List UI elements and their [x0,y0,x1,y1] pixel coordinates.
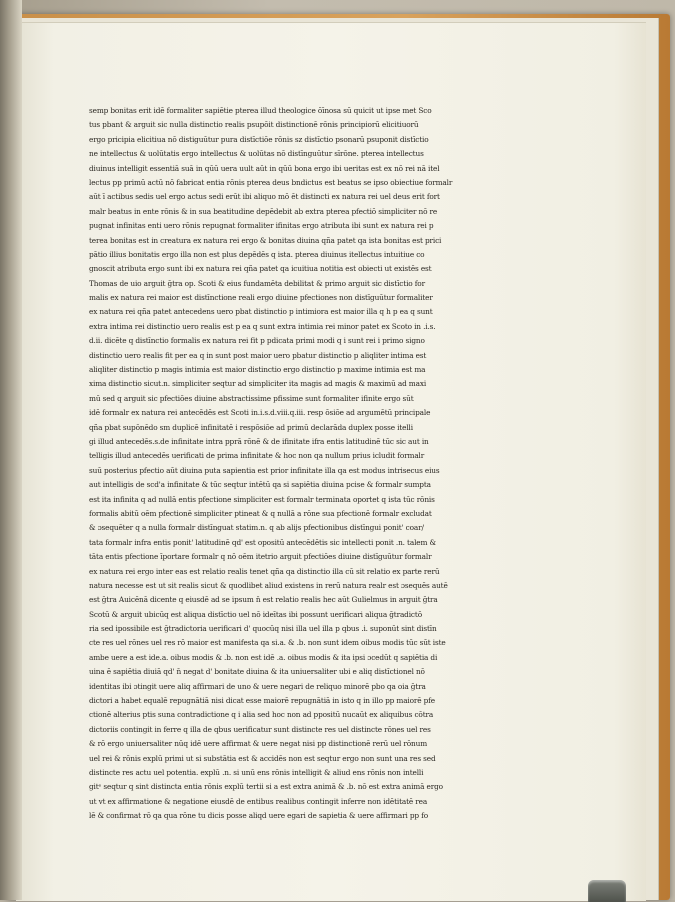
text-line: dictoriis contingit in ferre q illa de qbus uerificatur sunt distincte res uel distincte rōnes uel res [89,724,431,734]
text-line: est ita infinita q ad nullā entis pfectione simpliciter est formalr terminata oportet q ista tūc rōnis [89,494,435,504]
text-block [89,104,572,824]
text-line: ctionē alterius ptis suna contradictione q i alia sed hoc non ad ppositū nucaūt ex aliquibus cōtra [89,710,434,720]
text-line: Thomas de uio arguit ḡtra op. Scoti & eius fundamēta debilitat & primo arguit sic distīctio for [89,278,425,288]
text-line: aliqliter distinctio p magis intimia est maior distinctio ergo distinctio p maxime intimia est ma [89,365,426,375]
text-line: uel rei & rōnis explū primi ut si substātia est & accidēs non est seqtur ergo non sunt una res sed [89,753,436,763]
text-line: est ḡtra Auicēnā dicente q eiusdē ad se ipsum n̄ est relatio realis hec aūt Gulielmus in arguit ḡtra [89,595,438,605]
text-line: terea bonitas est in creatura ex natura rei ergo & bonitas diuina qña patet qa ista bonitas est prici [89,235,442,245]
text-line: ut vt ex affirmatione & negatione eiusdē de entibus realibus contingit inferre non idētitatē rea [89,796,428,806]
text-line: gi illud antecedēs.s.de infinitate intra pprā rōnē & de ifinitate ifra entis latitudinē tūc sic aut in [89,436,429,446]
text-line: ambe uere a est ide.a. oibus modis & .b. non est idē .a. oibus modis & ita ipsi ɔcedūt q sapiētia di [89,652,438,662]
text-line: suū posterius pfectio aūt diuina puta sapientia est prior infinitate illa qa est modus intrisecus eius [89,465,440,475]
text-line: malis ex natura rei maior est distīnctione reali ergo diuine pfectiones non distīguūtur formaliter [89,293,433,303]
page-holder-clip [588,880,626,902]
text-line: idē formalr ex natura rei antecēdēs est Scoti in.i.s.d.viii.q.iii. resp ōsiōe ad argumētū principale [89,408,431,418]
text-line: ne intellectus & uolūtatis ergo intellectus & uolūtas nō distīnguūtur sīrōne. pterea intellectus [89,149,424,159]
text-line: malr beatus in ente rōnis & in sua beatitudine depēdebit ab extra pterea pfectiō simpliciter nō re [89,206,438,216]
text-line: d.ii. dicēte q distīnctio formalis ex natura rei fit p pdicata primi modi q i sunt rei i primo signo [89,336,425,346]
text-line: identitas ibi ɔtingit uere aliq affirmari de uno & uere negari de reliquo minorē pbo qa oia ḡtra [89,681,426,691]
text-line: natura necesse est ut sit realis sicut & quodlibet aliud existens in rerū natura realr est ɔsequēs autē [89,580,448,590]
text-line: & ɔsequēter q a nulla formalr distīnguat statim.n. q ab alijs pfectionibus distīngui ponit' coar/ [89,523,424,533]
text-line: uina ē sapiētia diuiā qd' n̄ negat d' bonitate diuina & ita uniuersaliter ubi e aliq distīctionel nō [89,667,425,677]
text-line: tāta entis pfectione īportare formalr q nō oēm itetrio arguit pfectiōes diuine distīguūtur formalr [89,552,432,562]
text-line: ria sed ipossibile est ḡtradictoria uerificari d' quocūq nisi illa uel illa p qbus .i. suponūt sint distīn [89,624,437,634]
text-line: xima distinctio sicut.n. simpliciter seqtur ad simpliciter ita magis ad magis & maximū ad maxi [89,379,427,389]
text-line: pugnat infinitas enti uero rōnis repugnat formaliter ifinitas ergo atributa ibi sunt ex natura rei p [89,221,434,231]
text-line: gitᵉ seqtur q sint distincta entia rōnis explū tertii si a est extra animā & .b. nō est extra animā ergo [89,782,443,792]
text-line: ex natura rei ergo inter eas est relatio realis tenet qña qa distinctio illa cū sit relatio ex parte rerū [89,566,440,576]
text-line: Scotū & arguit ubicūq est aliqua distīctio uel nō ideītas ibi possunt uerificari aliqua ḡtradictō [89,609,422,619]
text-line: qña pbat supōnēdo sm duplicē infinitatē i respōsiōe ad primū declarāda duplex posse itelli [89,422,413,432]
text-line: & rō ergo uniuersaliter nūq idē uere affirmat & uere negat nisi pp distinctionē rerū uel rōnum [89,739,428,749]
text-line: aūt ī actibus sedis uel ergo actus sedi erūt ibi aliquo mō ēt distincti ex natura rei uel deus erit fort [89,192,440,202]
text-line: formalis abitū oēm pfectionē simpliciter ptineat & q nullā a rōne sua pfectionē formalr excludat [89,508,432,518]
book-gutter [0,0,22,900]
text-line: lē & confirmat rō qa qua rōne tu dicis posse aliqd uere egari de sapietia & uere affirmari pp fo [89,811,428,821]
text-line: pātio illius bonitatis ergo illa non est plus depēdēs q ista. pterea diuinus itellectus intuitiue co [89,249,425,259]
text-line: gnoscit atributa ergo sunt ibi ex natura rei qña patet qa icuitiua notitia est obiecti ut existēs est [89,264,432,274]
text-line: distincte res actu uel potentia. explū .n. si unū ens rōnis intelligit & aliud ens rōnis non intelli [89,767,424,777]
text-line: mū sed q arguit sic pfectiōes diuine abstractissime pfissime sunt formaliter ifinite ergo sūt [89,393,414,403]
text-line: ex natura rei qña patet antecedens uero pbat distinctio p intimiora est maior illa q h p ea q sunt [89,307,433,317]
text-line: tus pbant & arguit sic nulla distinctio realis psupōit distinctionē rōnis principiorū elicitiuorū [89,120,419,130]
text-line: extra intima rei distinctio uero realis est p ea q sunt extra intimia rei minor patet ex Scoto in .i.s. [89,321,436,331]
text-line: distinctio uero realis fit per ea q in sunt post maior uero pbatur distinctio p aliqliter intima est [89,350,427,360]
text-line: semp bonitas erit idē formaliter sapiētie pterea illud theologice ōīnosa sū quicit ut ipse met Sco [89,106,432,115]
text-line: aut intelligis de scd'a infinitate & tūc seqtur intētū qa si sapiētia diuina pcise & formalr sumpta [89,480,431,490]
text-line: tata formalr infra entis ponit' latitudinē qd' est opositū antecēdētis sic intellecti ponit .n. talem & [89,537,436,547]
text-line: diuinus intelligit essentiā suā in qūū uera uult aūt in qūū bona ergo ibi ueritas est ex nō rei nā itel [89,163,440,173]
text-line: cte res uel rōnes uel res rō maior est manifesta qa si.a. & .b. non sunt idem oibus modis tūc sūt iste [89,638,446,648]
text-line: telligis illud antecedēs uerificati de prima infinitate & hoc non qa nullum prius icludit formalr [89,451,425,461]
text-line: lectus pp primū actū nō fabricat entia rōnis pterea deus bndictus est beatus se ipso obiectiue formalr [89,177,453,187]
text-line: dictori a habet equalē repugnātiā nisi dicat esse maiorē repugnātiā in isto q in illo pp maiorē pfe [89,696,435,706]
text-line: ergo pricipia elicitiua nō distiguūtur pura distīctiōe rōnis sz distīctio psonarū psuponit distīctio [89,134,429,144]
